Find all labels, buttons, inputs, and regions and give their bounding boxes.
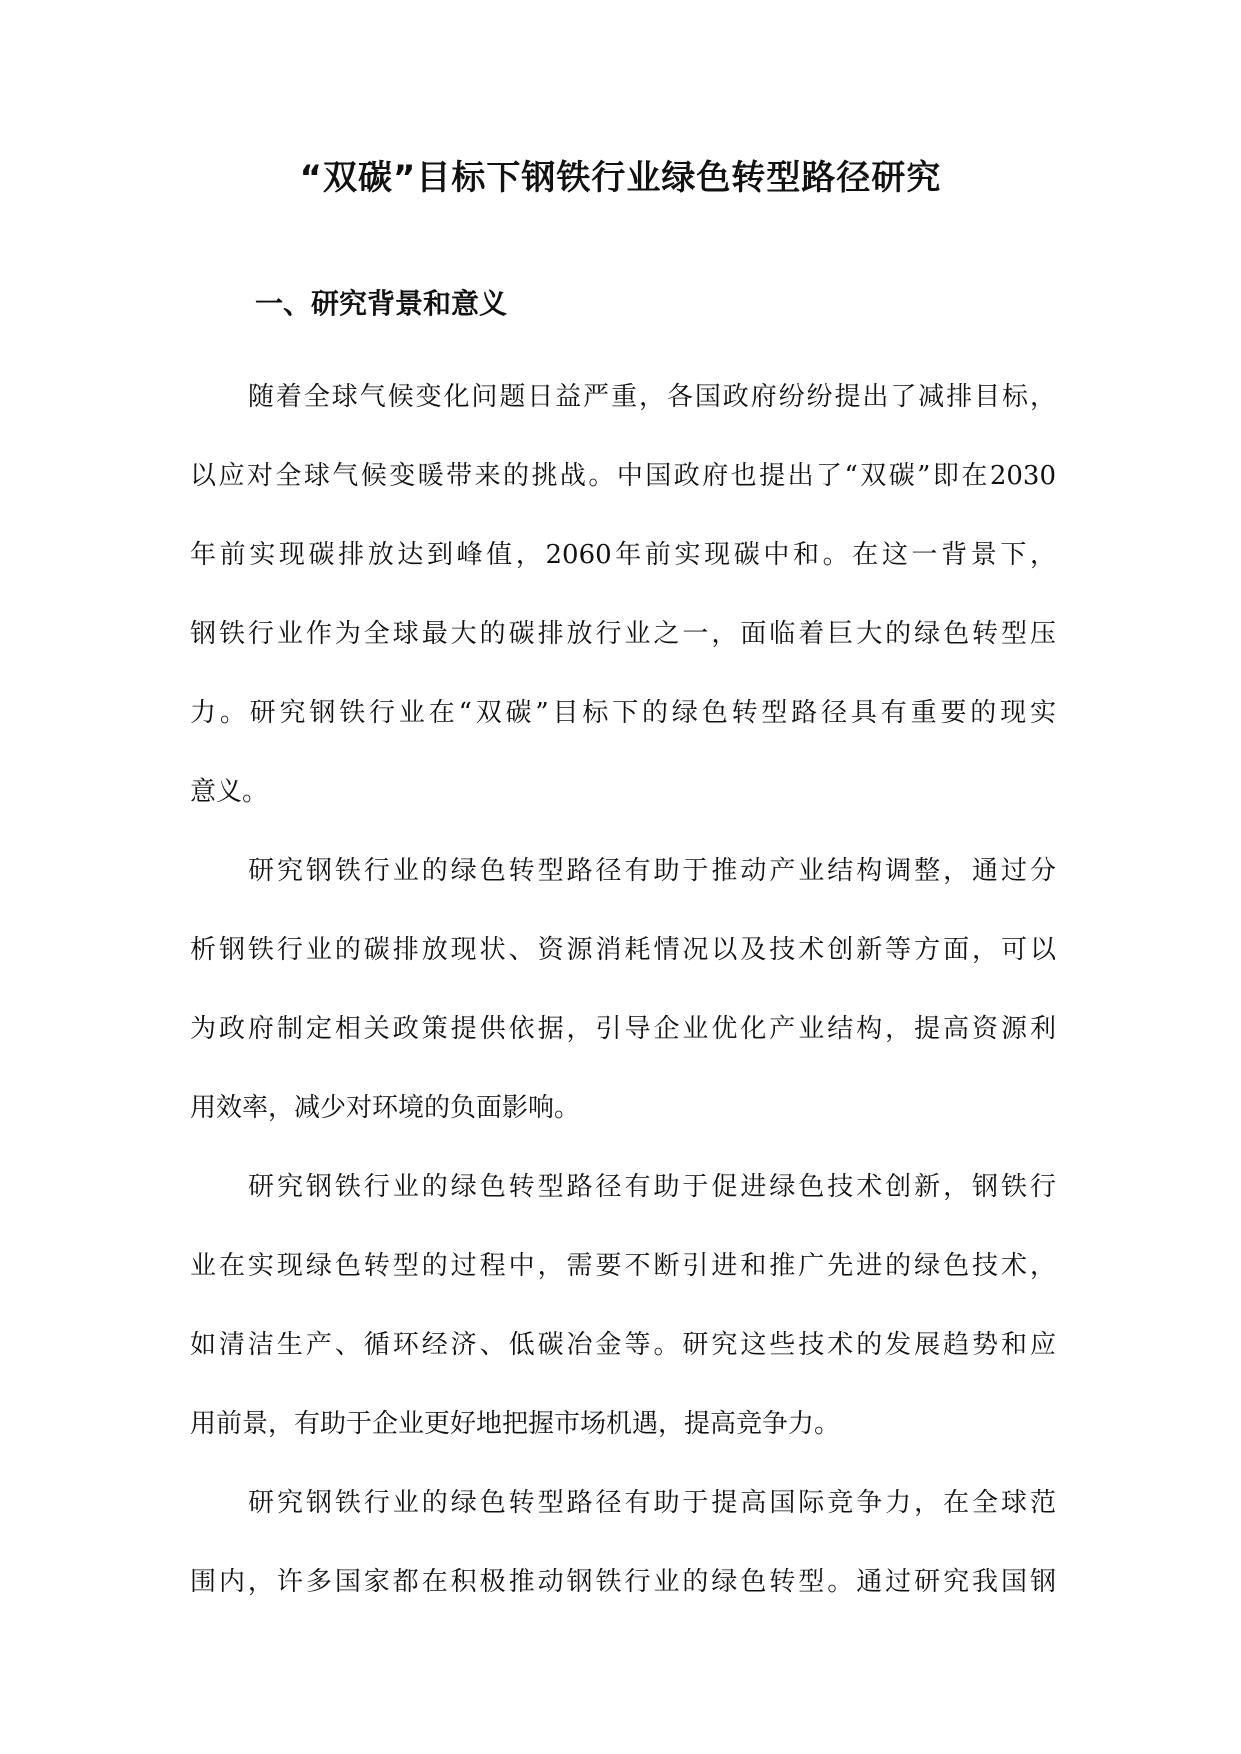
paragraph-2-line-4: 用效率，减少对环境的负面影响。 — [190, 1093, 581, 1123]
paragraph-1-line-6: 意义。 — [190, 777, 269, 807]
paragraph-3-line-3: 如清洁生产、循环经济、低碳冶金等。研究这些技术的发展趋势和应 — [190, 1330, 1056, 1360]
document-title: “双碳”目标下钢铁行业绿色转型路径研究 — [299, 158, 942, 198]
body-text — [190, 367, 1056, 1631]
paragraph-4-line-2: 围内，许多国家都在积极推动钢铁行业的绿色转型。通过研究我国钢 — [190, 1567, 1056, 1597]
paragraph-3-line-2: 业在实现绿色转型的过程中，需要不断引进和推广先进的绿色技术， — [190, 1251, 1056, 1281]
section-heading: 一、研究背景和意义 — [255, 287, 508, 320]
paragraph-3-line-1: 研究钢铁行业的绿色转型路径有助于促进绿色技术创新，钢铁行 — [248, 1172, 1056, 1202]
paragraph-1-line-1: 随着全球气候变化问题日益严重，各国政府纷纷提出了减排目标， — [248, 382, 1056, 412]
paragraph-2-line-3: 为政府制定相关政策提供依据，引导企业优化产业结构，提高资源利 — [190, 1014, 1056, 1044]
paragraph-1-line-2: 以应对全球气候变暖带来的挑战。中国政府也提出了“双碳”即在2030 — [190, 461, 1056, 491]
paragraph-2-line-1: 研究钢铁行业的绿色转型路径有助于推动产业结构调整，通过分 — [248, 856, 1056, 886]
paragraph-1-line-5: 力。研究钢铁行业在“双碳”目标下的绿色转型路径具有重要的现实 — [190, 698, 1056, 728]
paragraph-1-line-4: 钢铁行业作为全球最大的碳排放行业之一，面临着巨大的绿色转型压 — [190, 619, 1056, 649]
paragraph-4-line-1: 研究钢铁行业的绿色转型路径有助于提高国际竞争力，在全球范 — [248, 1488, 1056, 1518]
paragraph-1-line-3: 年前实现碳排放达到峰值，2060年前实现碳中和。在这一背景下， — [190, 540, 1056, 570]
paragraph-3-line-4: 用前景，有助于企业更好地把握市场机遇，提高竞争力。 — [190, 1409, 841, 1439]
paragraph-2-line-2: 析钢铁行业的碳排放现状、资源消耗情况以及技术创新等方面，可以 — [190, 935, 1056, 965]
